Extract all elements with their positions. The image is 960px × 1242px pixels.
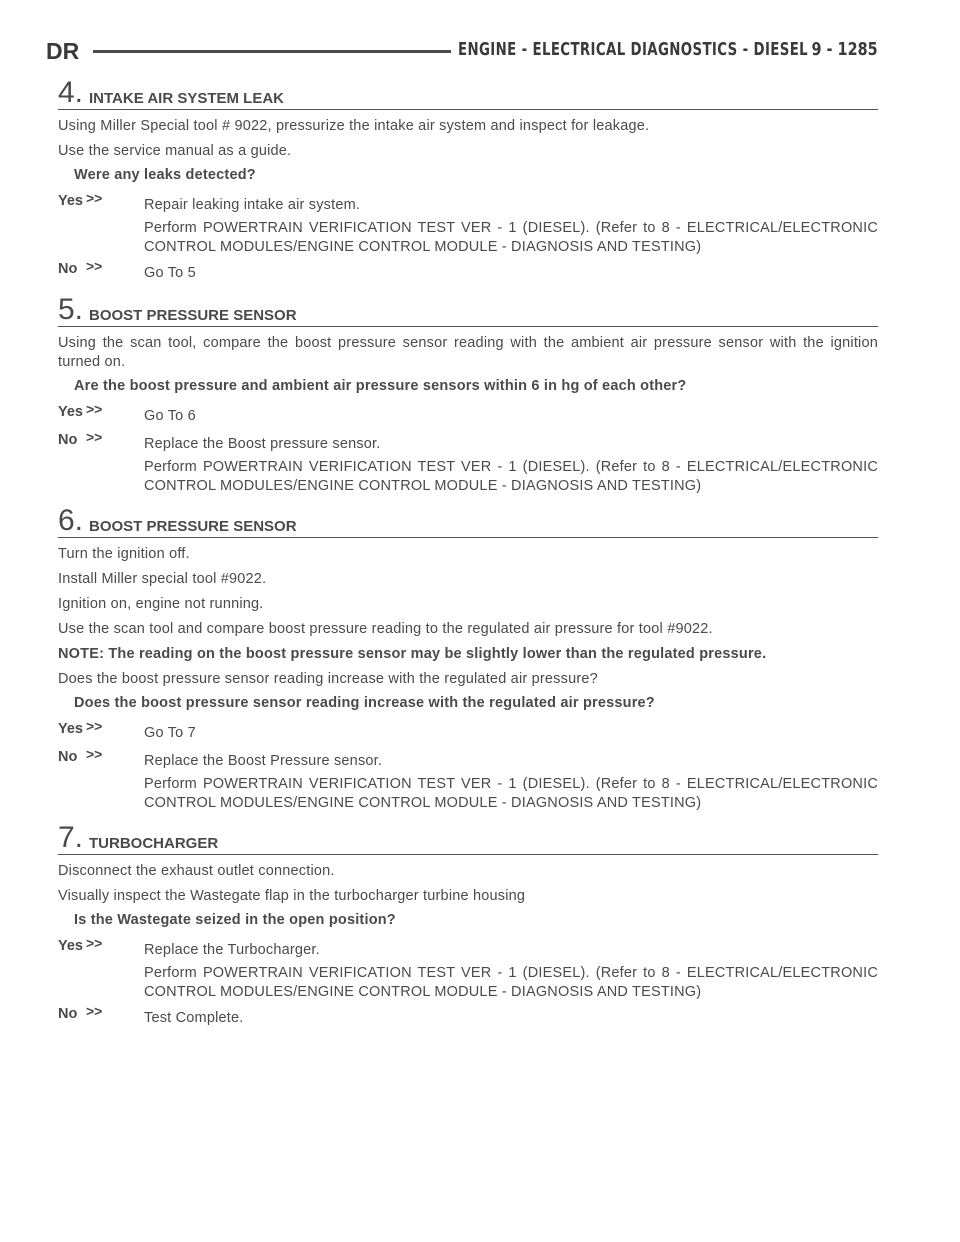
answer-action: [144, 261, 878, 283]
answer-arrow: >>: [86, 746, 103, 762]
instruction-text: Visually inspect the Wastegate flap in the turbocharger turbine housing: [58, 888, 526, 904]
action-line: Perform POWERTRAIN VERIFICATION TEST VER - 1 (DIESEL). (Refer to 8 - ELECTRICAL/ELECTRONIC CONTROL MODULES/ENGINE CONTROL MODULE - DIAGNOSIS AND TESTING): [144, 459, 878, 494]
step-question: Is the Wastegate seized in the open position?: [74, 912, 396, 928]
answer-action: [144, 721, 878, 743]
instruction-text: Install Miller special tool #9022.: [58, 571, 267, 587]
step-number: 4.: [58, 76, 84, 109]
step-title: BOOST PRESSURE SENSOR: [89, 307, 297, 324]
diagnostic-step: [58, 295, 878, 496]
action-line: Replace the Turbocharger.: [144, 942, 320, 958]
instruction-text: Does the boost pressure sensor reading increase with the regulated air pressure?: [58, 671, 598, 687]
diagnostic-step: [58, 823, 878, 1030]
action-line: Test Complete.: [144, 1010, 244, 1026]
answer-arrow: >>: [86, 429, 103, 445]
diagnostic-steps: [58, 78, 878, 1040]
answer-action: [144, 1006, 878, 1028]
manual-code: DR: [46, 38, 80, 64]
answer-action: [144, 938, 878, 1002]
action-line: Perform POWERTRAIN VERIFICATION TEST VER - 1 (DIESEL). (Refer to 8 - ELECTRICAL/ELECTRONIC CONTROL MODULES/ENGINE CONTROL MODULE - DIAGNOSIS AND TESTING): [144, 220, 878, 255]
note-text: NOTE: The reading on the boost pressure sensor may be slightly lower than the regulated pressure.: [58, 646, 767, 662]
answer-label: Yes: [58, 721, 83, 737]
answer-yes: [58, 718, 878, 745]
answer-arrow: >>: [86, 190, 103, 206]
action-line: Replace the Boost pressure sensor.: [144, 436, 381, 452]
instruction-text: Use the service manual as a guide.: [58, 143, 292, 159]
instruction-text: Disconnect the exhaust outlet connection.: [58, 863, 335, 879]
step-heading: [58, 295, 878, 327]
instruction-text: Ignition on, engine not running.: [58, 596, 264, 612]
answer-arrow: >>: [86, 935, 103, 951]
answer-arrow: >>: [86, 718, 103, 734]
step-heading: [58, 823, 878, 855]
answer-yes: [58, 401, 878, 428]
answer-action: [144, 193, 878, 257]
answer-arrow: >>: [86, 258, 103, 274]
answer-label: Yes: [58, 404, 83, 420]
answer-label: No: [58, 1006, 78, 1022]
section-title: ENGINE - ELECTRICAL DIAGNOSTICS - DIESEL: [458, 39, 809, 60]
answer-arrow: >>: [86, 1003, 103, 1019]
action-line: Repair leaking intake air system.: [144, 197, 361, 213]
page-header: [46, 38, 878, 66]
answer-no: [58, 746, 878, 813]
answer-action: [144, 404, 878, 426]
step-title: TURBOCHARGER: [89, 835, 219, 852]
instruction-text: Using the scan tool, compare the boost pressure sensor reading with the ambient air pressure sensor with the ignition turned on.: [58, 335, 878, 370]
answer-label: No: [58, 261, 78, 277]
answer-label: Yes: [58, 193, 83, 209]
answer-action: [144, 432, 878, 496]
answer-action: [144, 749, 878, 813]
answer-no: [58, 429, 878, 496]
step-question: Are the boost pressure and ambient air pressure sensors within 6 in hg of each other?: [74, 378, 687, 394]
step-question: Were any leaks detected?: [74, 167, 256, 183]
answer-label: No: [58, 749, 78, 765]
step-number: 6.: [58, 504, 84, 537]
action-line: Replace the Boost Pressure sensor.: [144, 753, 383, 769]
header-rule: [93, 50, 451, 53]
diagnostic-step: [58, 506, 878, 813]
answer-no: [58, 258, 878, 285]
action-line: Perform POWERTRAIN VERIFICATION TEST VER - 1 (DIESEL). (Refer to 8 - ELECTRICAL/ELECTRONIC CONTROL MODULES/ENGINE CONTROL MODULE - DIAGNOSIS AND TESTING): [144, 776, 878, 811]
step-title: INTAKE AIR SYSTEM LEAK: [89, 90, 285, 107]
page-number: 9 - 1285: [811, 39, 878, 60]
step-question: Does the boost pressure sensor reading increase with the regulated air pressure?: [74, 695, 655, 711]
action-line: Go To 5: [144, 265, 196, 281]
diagnostic-step: [58, 78, 878, 285]
action-line: Go To 7: [144, 725, 196, 741]
answer-arrow: >>: [86, 401, 103, 417]
answer-no: [58, 1003, 878, 1030]
answer-yes: [58, 935, 878, 1002]
instruction-text: Using Miller Special tool # 9022, pressurize the intake air system and inspect for leakage.: [58, 118, 650, 134]
step-number: 5.: [58, 293, 84, 326]
action-line: Perform POWERTRAIN VERIFICATION TEST VER - 1 (DIESEL). (Refer to 8 - ELECTRICAL/ELECTRONIC CONTROL MODULES/ENGINE CONTROL MODULE - DIAGNOSIS AND TESTING): [144, 965, 878, 1000]
answer-yes: [58, 190, 878, 257]
step-heading: [58, 506, 878, 538]
answer-label: Yes: [58, 938, 83, 954]
instruction-text: Turn the ignition off.: [58, 546, 190, 562]
step-heading: [58, 78, 878, 110]
action-line: Go To 6: [144, 408, 196, 424]
step-number: 7.: [58, 821, 84, 854]
step-title: BOOST PRESSURE SENSOR: [89, 518, 297, 535]
answer-label: No: [58, 432, 78, 448]
instruction-text: Use the scan tool and compare boost pressure reading to the regulated air pressure for tool #9022.: [58, 621, 713, 637]
